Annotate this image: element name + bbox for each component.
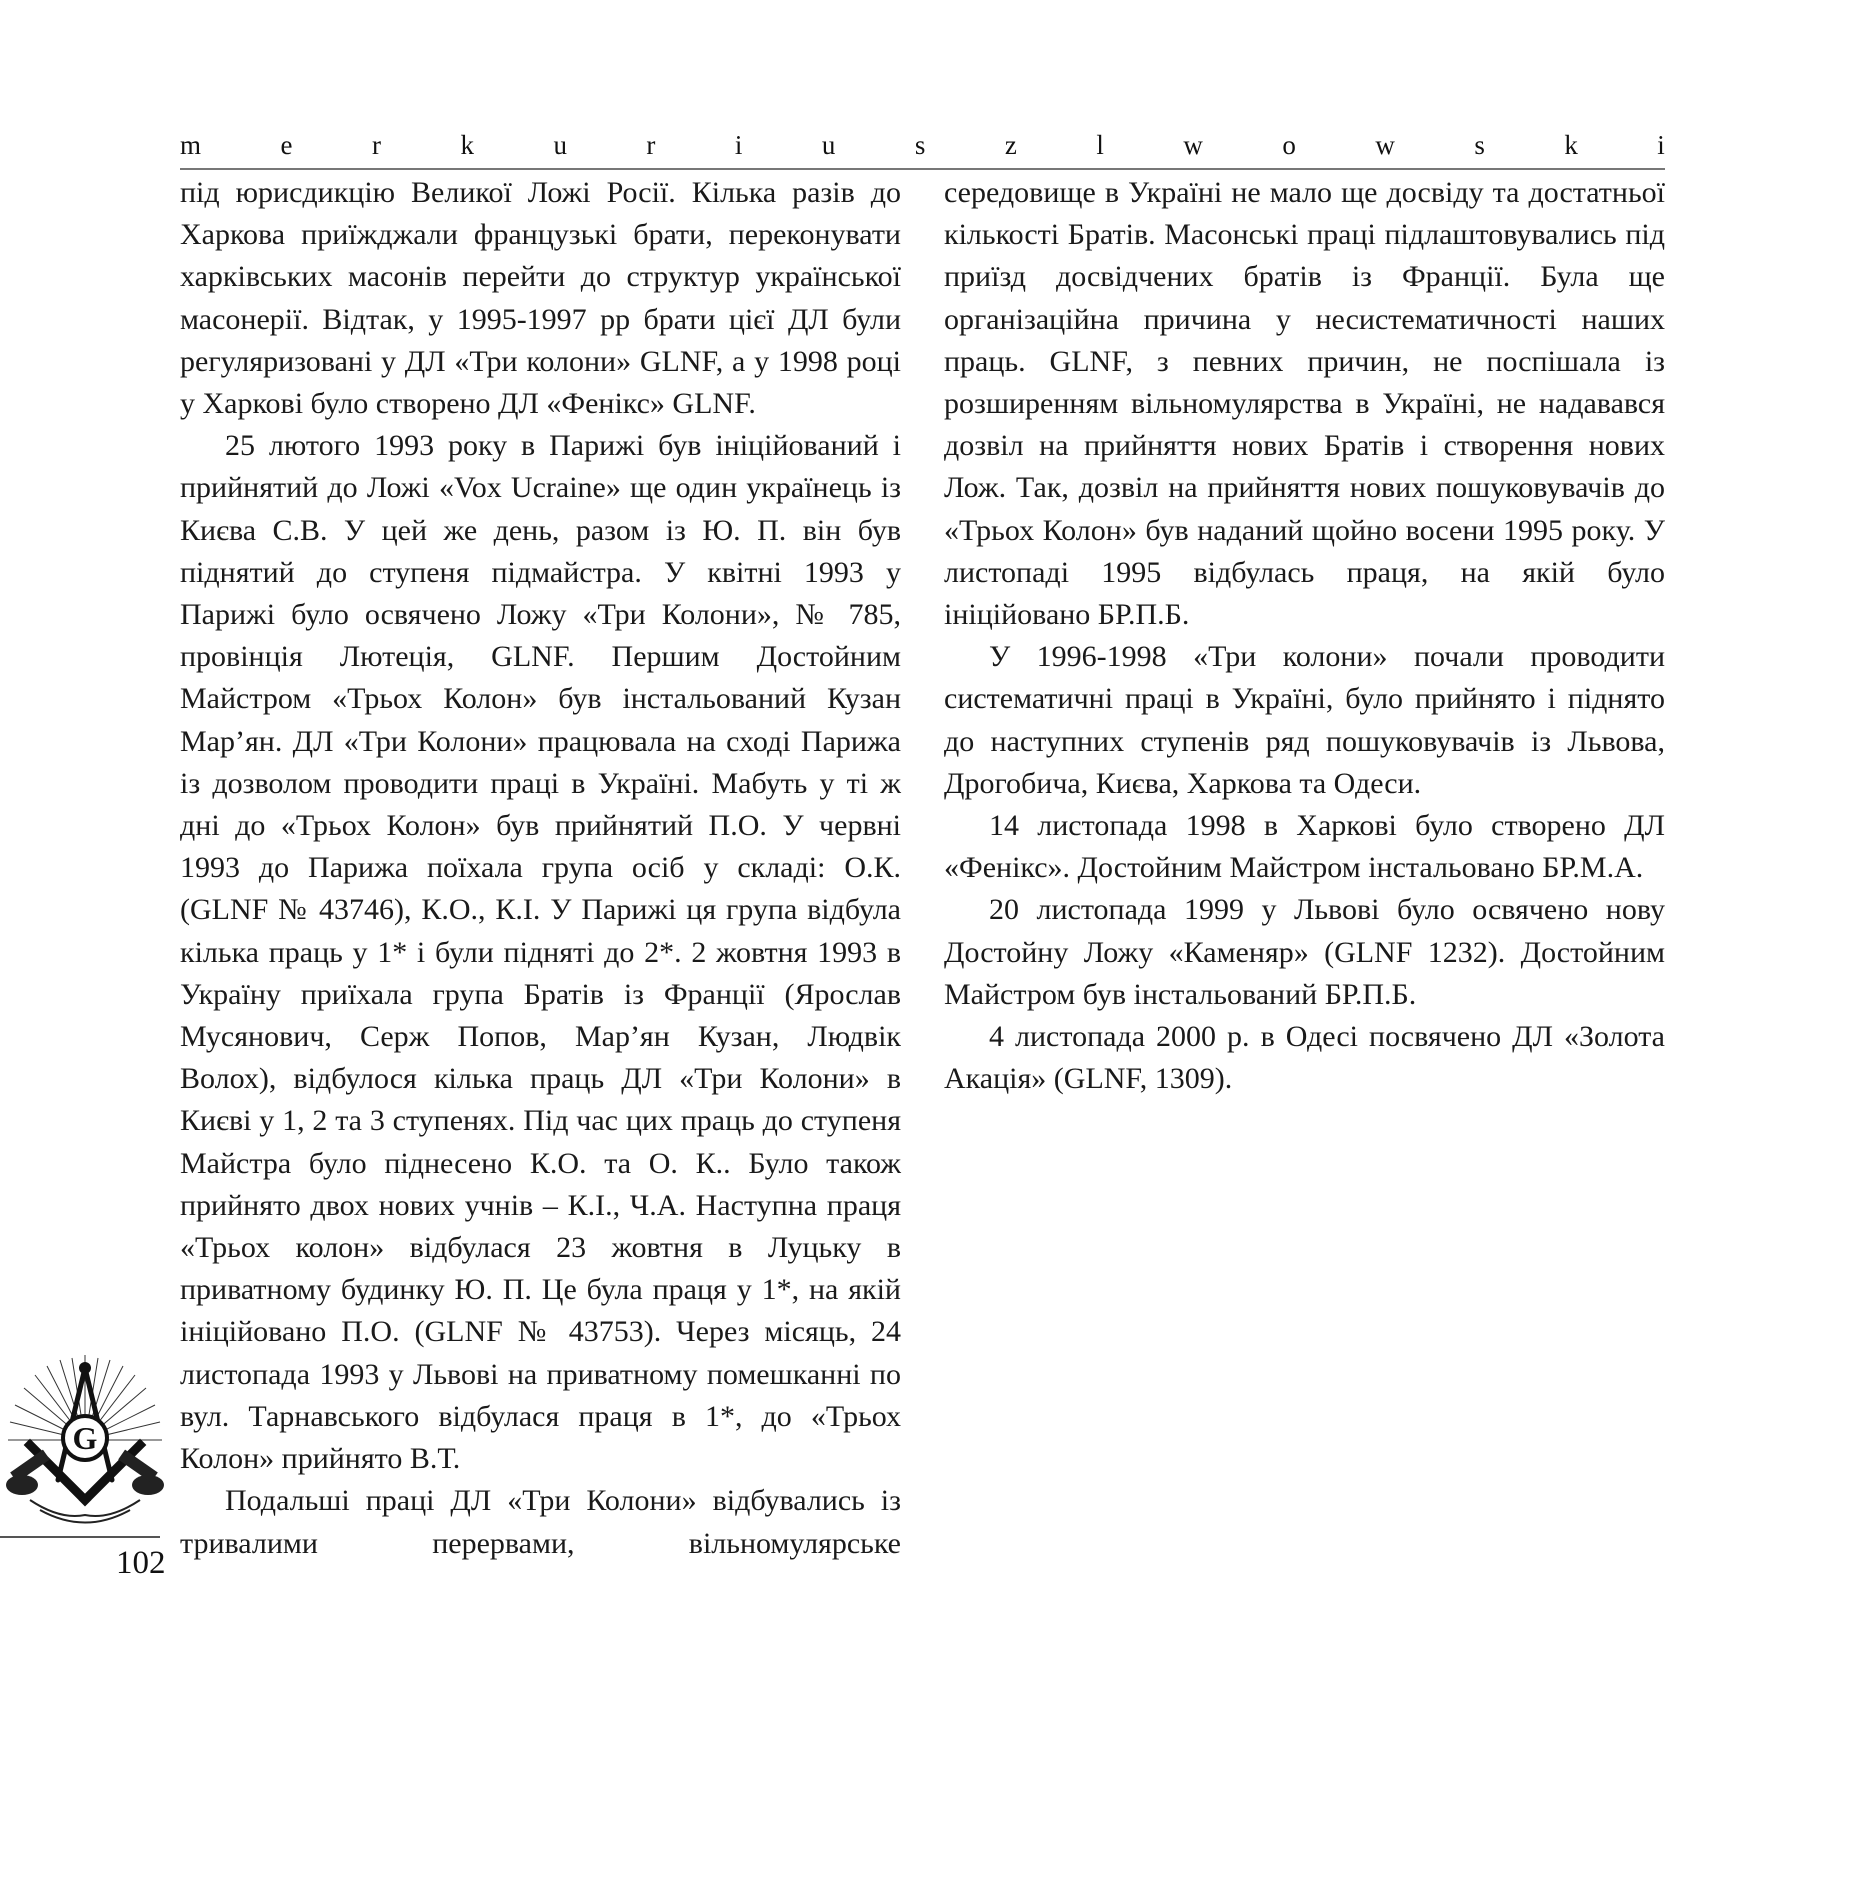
header-letter: w (1375, 129, 1395, 160)
paragraph: 4 листопада 2000 р. в Одесі посвячено ДЛ «Золота Акація» (GLNF, 1309). (944, 1020, 1665, 1096)
paragraph: середовище в Україні не мало ще досвіду та достатньої кількості Братів. Масонські праці підлаштовувались під приїзд досвідчених братів із Франції. Була ще організаційна причина у несистематичності наших праць. GLNF, з певних причин, не поспішала із розширенням вільномулярства в Україні, не надавався дозвіл на прийняття нових Братів і створення нових Лож. Так, дозвіл на прийняття нових пошуковувачів до «Трьох Колон» був наданий щойно восени 1995 року. У листопаді 1995 відбулась праця, на якій було ініційовано БР.П.Б. (944, 176, 1665, 632)
paragraph: Подальші праці ДЛ «Три Колони» відбувались із тривалими перервами, вільномулярське (180, 1484, 901, 1560)
header-letter: k (1564, 129, 1578, 160)
header-letter: l (1096, 129, 1104, 160)
header-letter: k (460, 129, 474, 160)
running-header (180, 128, 1665, 162)
header-rule (180, 168, 1665, 170)
header-letter: s (914, 129, 926, 160)
header-letter: z (1004, 129, 1017, 160)
masonic-emblem-icon (0, 1350, 165, 1530)
header-letter: w (1183, 129, 1203, 160)
header-letter: i (734, 129, 743, 160)
header-letter: u (553, 129, 567, 160)
header-letter: u (821, 129, 836, 160)
header-letter: s (1474, 129, 1485, 160)
header-letter: r (371, 129, 381, 160)
paragraph: 20 листопада 1999 у Львові було освячено нову Достойну Ложу «Каменяр» (GLNF 1232). Достойним Майстром був інстальований БР.П.Б. (944, 893, 1665, 1011)
paragraph: 14 листопада 1998 в Харкові було створено ДЛ «Фенікс». Достойним Майстром інстальовано БР.М.А. (944, 809, 1665, 885)
paragraph: під юрисдикцію Великої Ложі Росії. Кілька разів до Харкова приїжджали французькі брати, переконувати харківських масонів перейти до структур української масонерії. Відтак, у 1995-1997 рр брати цієї ДЛ були регуляризовані у ДЛ «Три колони» GLNF, а у 1998 році у Харкові було створено ДЛ «Фенікс» GLNF. (180, 176, 901, 421)
header-letter: e (280, 129, 293, 160)
paragraph: 25 лютого 1993 року в Парижі був ініційований і прийнятий до Ложі «Vox Ucraine» ще один українець із Києва С.В. У цей же день, разом із Ю. П. він був піднятий до ступеня підмайстра. У квітні 1993 у Парижі було освячено Ложу «Три Колони», № 785, провінція Лютеція, GLNF. Першим Достойним Майстром «Трьох Колон» був інстальований Кузан Мар’ян. ДЛ «Три Колони» працювала на сході Парижа із дозволом проводити праці в Україні. Мабуть у ті ж дні до «Трьох Колон» був прийнятий П.О. У червні 1993 до Парижа поїхала група осіб у складі: О.К. (GLNF № 43746), К.О., К.І. У Парижі ця група відбула кілька праць у 1* і були підняті до 2*. 2 жовтня 1993 в Україну приїхала група Братів із Франції (Ярослав Мусянович, Серж Попов, Мар’ян Кузан, Людвік Волох), відбулося кілька праць ДЛ «Три Колони» в Києві у 1, 2 та 3 ступенях. Під час цих праць до ступеня Майстра було піднесено К.О. та О. К.. Було також прийнято двох нових учнів – К.І., Ч.А. Наступна праця «Трьох колон» відбулася 23 жовтня в Луцьку в приватному будинку Ю. П. Це була праця у 1*, на якій ініційовано П.О. (GLNF № 43753). Через місяць, 24 листопада 1993 у Львові на приватному помешканні по вул. Тарнавського відбулася праця в 1*, до «Трьох Колон» прийнято В.Т. (180, 429, 901, 1476)
header-letter: r (646, 129, 656, 160)
emblem-letter: G (72, 1420, 98, 1456)
left-column (180, 172, 901, 1565)
header-letter: o (1282, 129, 1296, 160)
header-letter: m (180, 129, 202, 160)
footer-rule (0, 1536, 160, 1538)
paragraph: У 1996-1998 «Три колони» почали проводити систематичні праці в Україні, було прийнято і піднято до наступних ступенів ряд пошуковувачів із Львова, Дрогобича, Києва, Харкова та Одеси. (944, 640, 1665, 800)
right-column (944, 172, 1665, 1100)
header-letter: i (1657, 129, 1665, 160)
page-number: 102 (116, 1545, 166, 1581)
